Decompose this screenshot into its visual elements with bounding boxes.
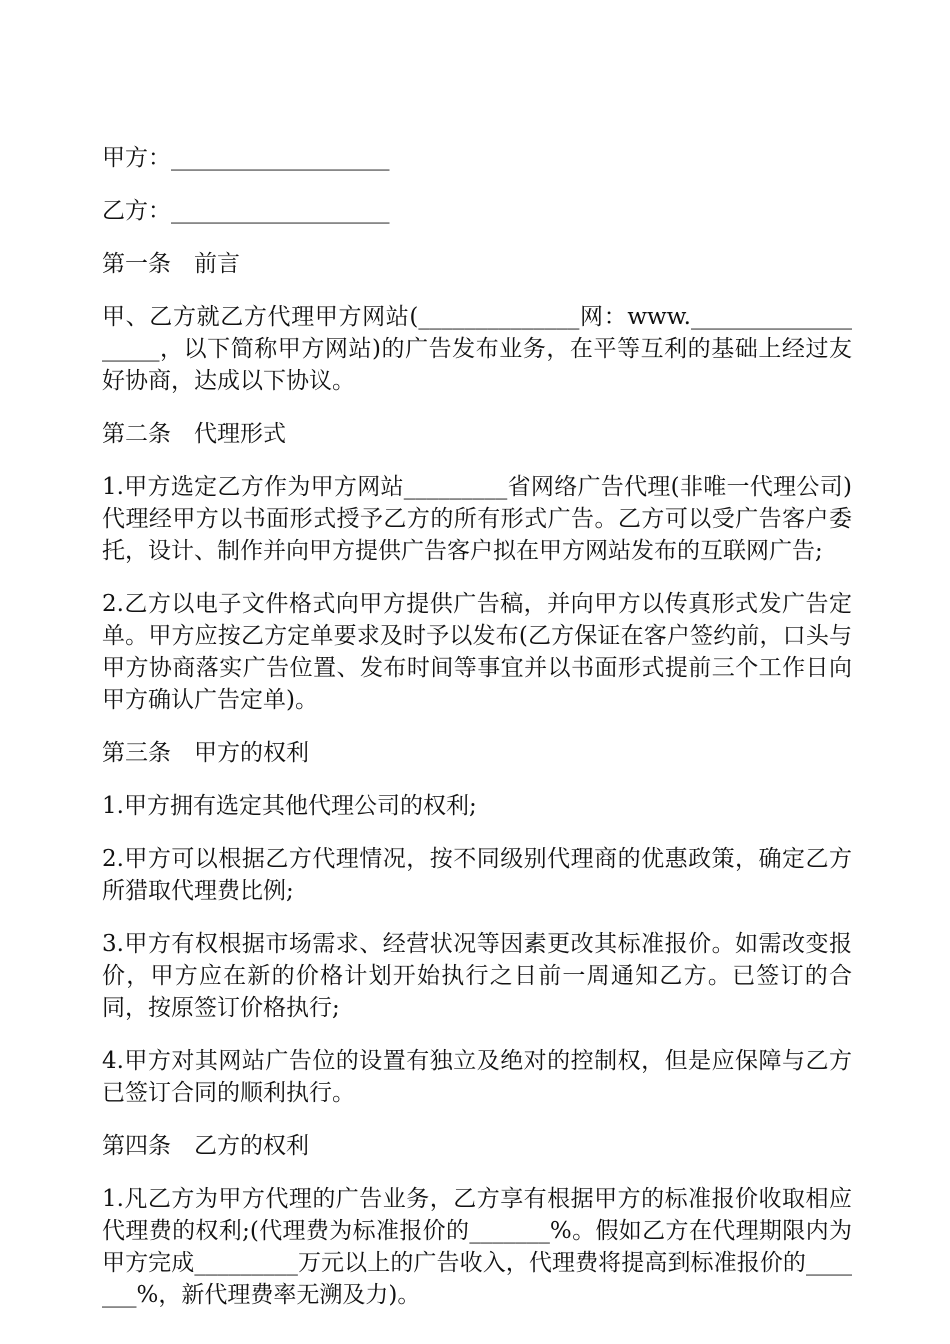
- article-3-paragraph-3: 3.甲方有权根据市场需求、经营状况等因素更改其标准报价。如需改变报价，甲方应在新的价格计划开始执行之日前一周通知乙方。已签订的合同，按原签订价格执行;: [102, 931, 852, 1021]
- article-4-title: 第四条 乙方的权利: [102, 1133, 309, 1159]
- article-2-paragraph-2: 2.乙方以电子文件格式向甲方提供广告稿，并向甲方以传真形式发广告定单。甲方应按乙方定单要求及时予以发布(乙方保证在客户签约前，口头与甲方协商落实广告位置、发布时间等事宜并以书面形式提前三个工作日向甲方确认广告定单)。: [102, 591, 852, 713]
- article-2-paragraph-1: 1.甲方选定乙方作为甲方网站_________省网络广告代理(非唯一代理公司)代理经甲方以书面形式授予乙方的所有形式广告。乙方可以受广告客户委托，设计、制作并向甲方提供广告客户拟在甲方网站发布的互联网广告;: [102, 474, 852, 564]
- party-b-line: 乙方：___________________: [102, 198, 390, 224]
- party-a-line: 甲方：___________________: [102, 145, 390, 171]
- article-3-paragraph-2: 2.甲方可以根据乙方代理情况，按不同级别代理商的优惠政策，确定乙方所猎取代理费比例;: [102, 846, 852, 904]
- article-2-title: 第二条 代理形式: [102, 421, 286, 447]
- contract-page: [102, 142, 852, 1332]
- article-1-title: 第一条 前言: [102, 251, 240, 277]
- article-3-paragraph-4: 4.甲方对其网站广告位的设置有独立及绝对的控制权，但是应保障与乙方已签订合同的顺利执行。: [102, 1048, 852, 1106]
- article-3-title: 第三条 甲方的权利: [102, 740, 309, 766]
- article-4-paragraph-1: 1.凡乙方为甲方代理的广告业务，乙方享有根据甲方的标准报价收取相应代理费的权利;(代理费为标准报价的_______%。假如乙方在代理期限内为甲方完成_________万元以上的广告收入，代理费将提高到标准报价的_______%，新代理费率无溯及力)。: [102, 1186, 852, 1308]
- article-1-paragraph-1: 甲、乙方就乙方代理甲方网站(______________网：www.___________________，以下简称甲方网站)的广告发布业务，在平等互利的基础上经过友好协商，达成以下协议。: [102, 304, 852, 394]
- article-3-paragraph-1: 1.甲方拥有选定其他代理公司的权利;: [102, 793, 477, 819]
